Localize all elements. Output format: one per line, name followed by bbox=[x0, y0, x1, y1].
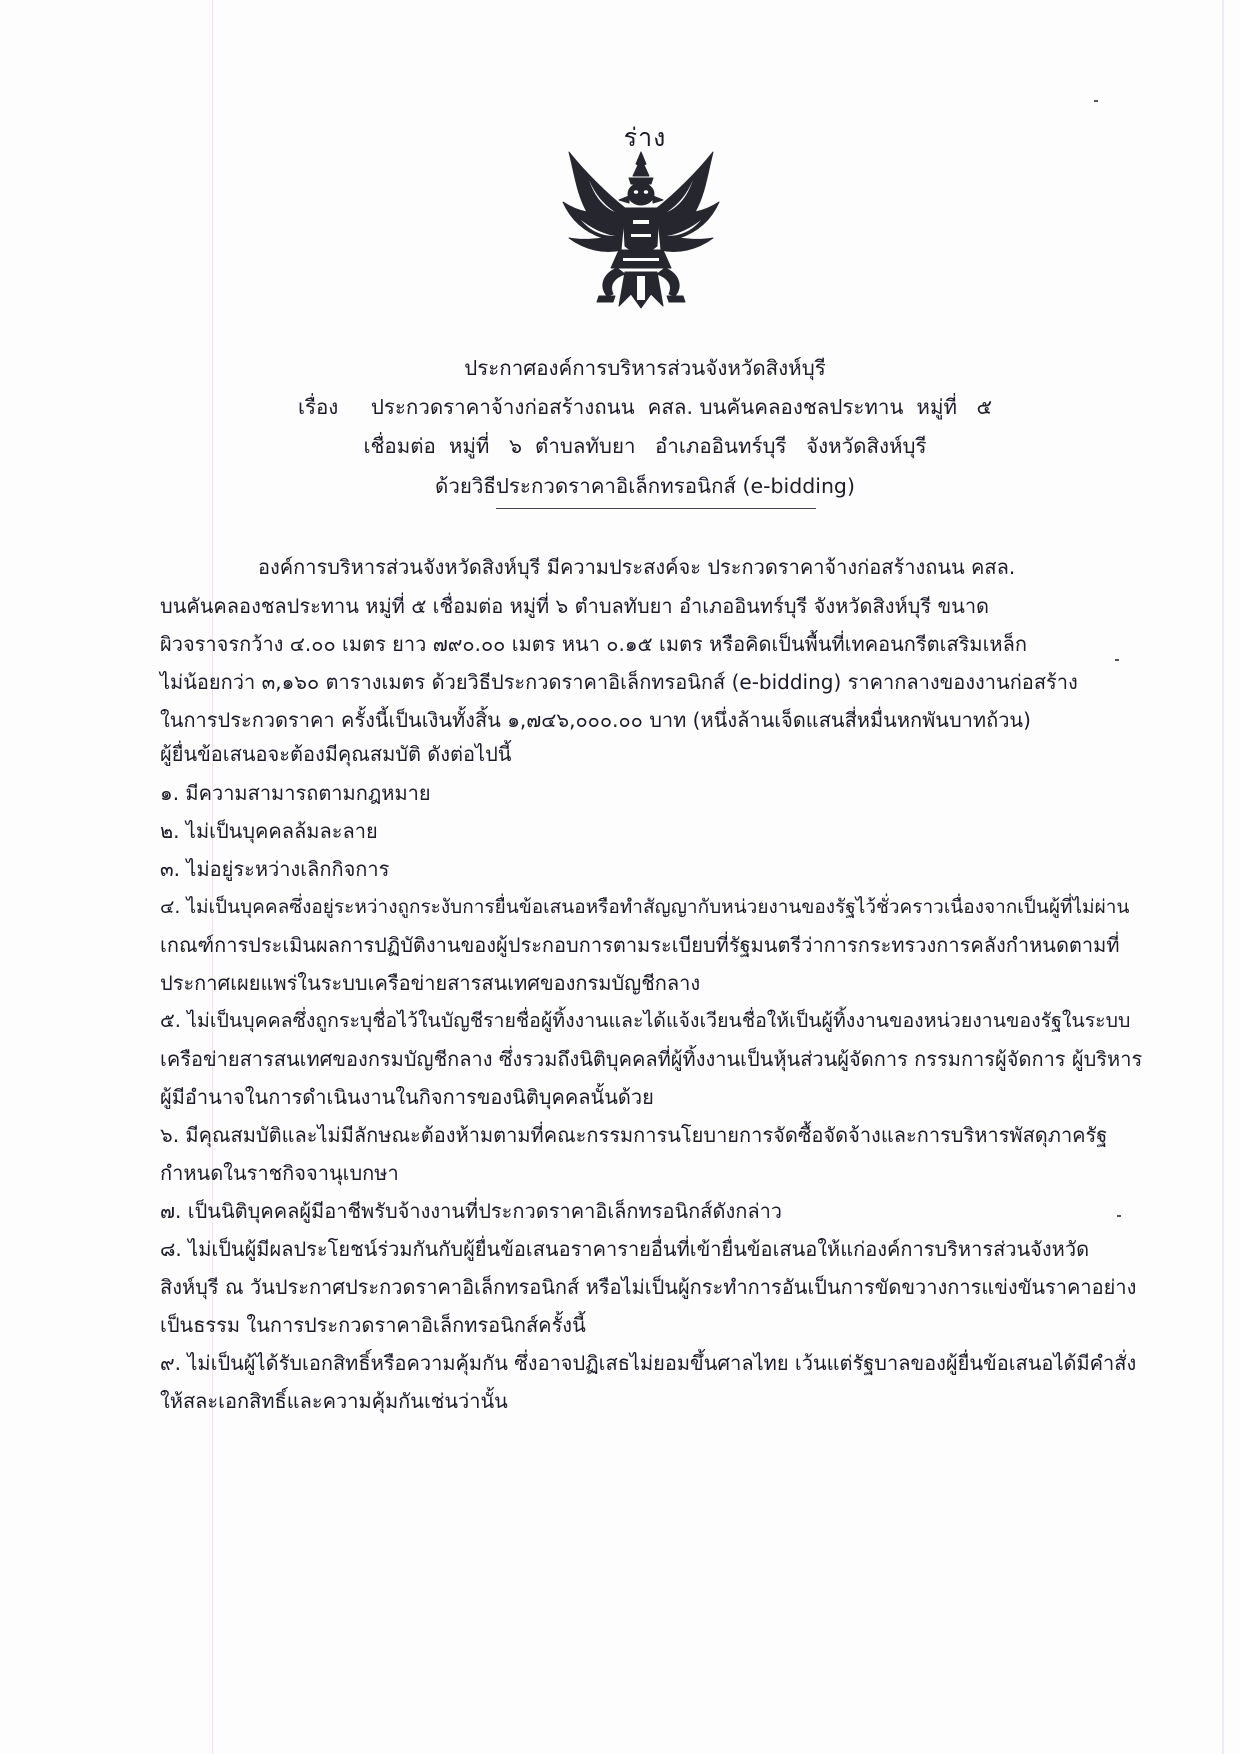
divider-rule bbox=[496, 508, 816, 509]
body-text-line: ผู้มีอำนาจในการดำเนินงานในกิจการของนิติบุคคลนั้นด้วย bbox=[160, 1085, 654, 1109]
scan-speck bbox=[1117, 1215, 1121, 1217]
draft-label: ร่าง bbox=[623, 123, 667, 152]
subject-line-3: ด้วยวิธีประกวดราคาอิเล็กทรอนิกส์ (e-bidding) bbox=[435, 474, 855, 498]
scan-speck bbox=[1115, 659, 1119, 661]
body-text-line: บนคันคลองชลประทาน หมู่ที่ ๕ เชื่อมต่อ หมู่ที่ ๖ ตำบลทับยา อำเภออินทร์บุรี จังหวัดสิงห์บุรี ขนาด bbox=[160, 594, 990, 618]
body-text-line: ๔. ไม่เป็นบุคคลซึ่งอยู่ระหว่างถูกระงับการยื่นข้อเสนอหรือทำสัญญากับหน่วยงานของรัฐไว้ชั่วคราวเนื่องจากเป็นผู้ที่ไม่ผ่าน bbox=[160, 896, 1130, 918]
body-text-line: ผู้ยื่นข้อเสนอจะต้องมีคุณสมบัติ ดังต่อไปนี้ bbox=[160, 742, 512, 766]
body-text-line: เครือข่ายสารสนเทศของกรมบัญชีกลาง ซึ่งรวมถึงนิติบุคคลที่ผู้ทิ้งงานเป็นหุ้นส่วนผู้จัดการ กรรมการผู้จัดการ ผู้บริหาร bbox=[160, 1047, 1143, 1071]
body-text-line: ๖. มีคุณสมบัติและไม่มีลักษณะต้องห้ามตามที่คณะกรรมการนโยบายการจัดซื้อจัดจ้างและการบริหารพัสดุภาครัฐ bbox=[160, 1123, 1108, 1147]
garuda-emblem-icon bbox=[559, 150, 723, 310]
subject-line-1 bbox=[0, 391, 1240, 424]
body-text-line: ประกาศเผยแพร่ในระบบเครือข่ายสารสนเทศของกรมบัญชีกลาง bbox=[160, 971, 701, 995]
body-text-line: เป็นธรรม ในการประกวดราคาอิเล็กทรอนิกส์ครั้งนี้ bbox=[160, 1313, 586, 1337]
body-text-line: ๘. ไม่เป็นผู้มีผลประโยชน์ร่วมกันกับผู้ยื่นข้อเสนอราคารายอื่นที่เข้ายื่นข้อเสนอให้แก่องค์การบริหารส่วนจังหวัด bbox=[160, 1237, 1090, 1261]
body-intro-line: องค์การบริหารส่วนจังหวัดสิงห์บุรี มีความประสงค์จะ ประกวดราคาจ้างก่อสร้างถนน คสล. bbox=[258, 555, 1016, 579]
body-text-line: เกณฑ์การประเมินผลการปฏิบัติงานของผู้ประกอบการตามระเบียบที่รัฐมนตรีว่าการกระทรวงการคลังกำหนดตามที่ bbox=[160, 933, 1120, 957]
scan-speck bbox=[1094, 100, 1098, 102]
body-text-line: ผิวจราจรกว้าง ๔.๐๐ เมตร ยาว ๗๙๐.๐๐ เมตร หนา ๐.๑๕ เมตร หรือคิดเป็นพื้นที่เทคอนกรีตเสริมเหล็ก bbox=[160, 632, 1027, 656]
body-text-line: ๒. ไม่เป็นบุคคลล้มละลาย bbox=[160, 819, 378, 843]
subject-line-2: เชื่อมต่อ หมู่ที่ ๖ ตำบลทับยา อำเภออินทร์บุรี จังหวัดสิงห์บุรี bbox=[363, 434, 927, 458]
subject-label: เรื่อง bbox=[297, 395, 339, 419]
page-edge-line bbox=[1222, 0, 1224, 1754]
announcement-title: ประกาศองค์การบริหารส่วนจังหวัดสิงห์บุรี bbox=[464, 356, 826, 380]
body-text-line: ๓. ไม่อยู่ระหว่างเลิกกิจการ bbox=[160, 857, 390, 881]
body-text-line: ๕. ไม่เป็นบุคคลซึ่งถูกระบุชื่อไว้ในบัญชีรายชื่อผู้ทิ้งงานและได้แจ้งเวียนชื่อให้เป็นผู้ทิ้งงานของหน่วยงานของรัฐในระบบ bbox=[160, 1009, 1131, 1032]
body-text-line: ให้สละเอกสิทธิ์และความคุ้มกันเช่นว่านั้น bbox=[160, 1389, 508, 1413]
body-text-line: สิงห์บุรี ณ วันประกาศประกวดราคาอิเล็กทรอนิกส์ หรือไม่เป็นผู้กระทำการอันเป็นการขัดขวางการแข่งขันราคาอย่าง bbox=[160, 1275, 1137, 1299]
body-text-line: ๗. เป็นนิติบุคคลผู้มีอาชีพรับจ้างงานที่ประกวดราคาอิเล็กทรอนิกส์ดังกล่าว bbox=[160, 1199, 783, 1223]
body-text-line: ในการประกวดราคา ครั้งนี้เป็นเงินทั้งสิ้น ๑,๗๔๖,๐๐๐.๐๐ บาท (หนึ่งล้านเจ็ดแสนสี่หมื่นหกพันบาทถ้วน) bbox=[160, 708, 1031, 732]
body-text-line: ๑. มีความสามารถตามกฎหมาย bbox=[160, 781, 431, 805]
body-text-line: ๙. ไม่เป็นผู้ได้รับเอกสิทธิ์หรือความคุ้มกัน ซึ่งอาจปฏิเสธไม่ยอมขึ้นศาลไทย เว้นแต่รัฐบาลของผู้ยื่นข้อเสนอได้มีคำสั่ง bbox=[160, 1351, 1137, 1375]
body-text-line: ไม่น้อยกว่า ๓,๑๖๐ ตารางเมตร ด้วยวิธีประกวดราคาอิเล็กทรอนิกส์ (e-bidding) ราคากลางของงานก่อสร้าง bbox=[160, 670, 1078, 694]
subject-text: ประกวดราคาจ้างก่อสร้างถนน คสล. บนคันคลองชลประทาน หมู่ที่ ๕ bbox=[370, 395, 993, 419]
body-text-line: กำหนดในราชกิจจานุเบกษา bbox=[160, 1161, 399, 1185]
